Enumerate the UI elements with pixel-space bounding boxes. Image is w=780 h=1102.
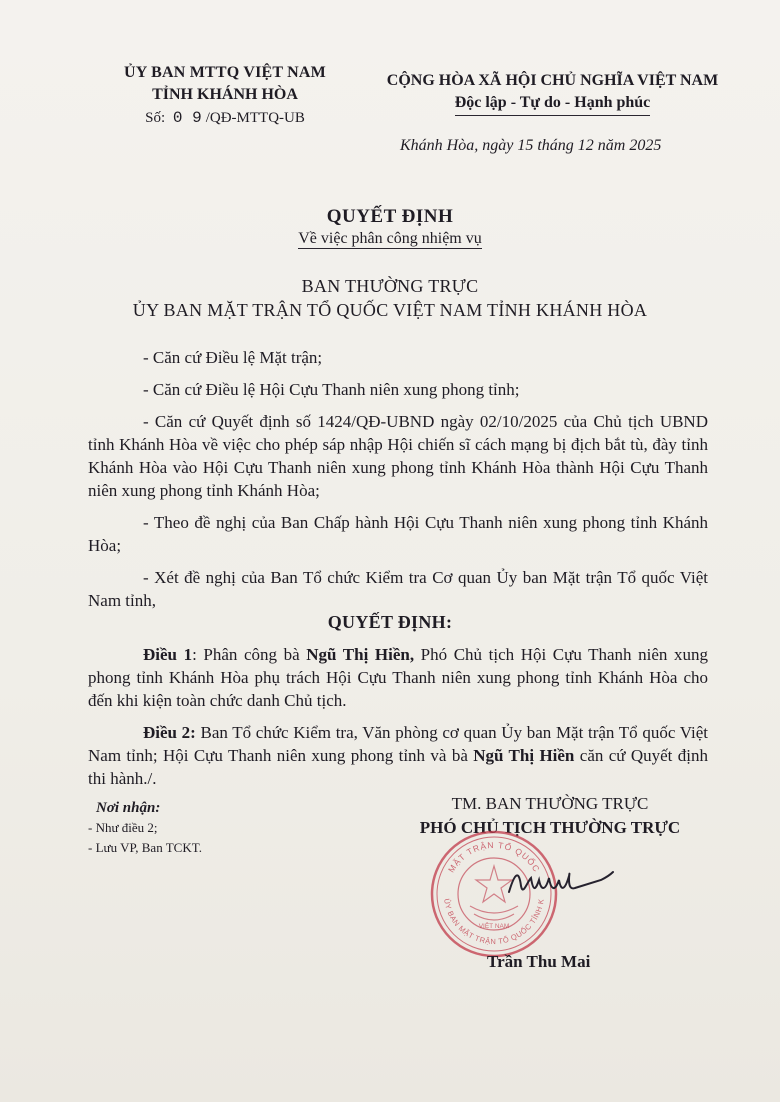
legal-bases — [88, 346, 708, 612]
handwritten-signature — [505, 862, 615, 902]
doc-number-value: 0 9 — [172, 109, 202, 127]
place-date: Khánh Hòa, ngày 15 tháng 12 năm 2025 — [400, 137, 662, 154]
issuer-line1: BAN THƯỜNG TRỰC — [301, 276, 479, 296]
seal-text-top: MẶT TRẬN TỔ QUỐC — [446, 839, 542, 875]
org-name-line1: ỦY BAN MTTQ VIỆT NAM — [124, 64, 326, 81]
doc-number-prefix: Số: — [145, 110, 166, 126]
signer-name: Trần Thu Mai — [487, 952, 591, 971]
article-2-label: Điều 2: — [143, 723, 196, 742]
article-1-text: : Phân công bà — [192, 645, 307, 664]
article-1 — [88, 643, 708, 712]
issuer-line2: ỦY BAN MẶT TRẬN TỔ QUỐC VIỆT NAM TỈNH KHÁNH HÒA — [132, 300, 648, 320]
issuing-org-block — [95, 62, 355, 130]
document-type: QUYẾT ĐỊNH — [326, 206, 454, 227]
recipients-block — [88, 798, 202, 858]
doc-number-suffix: /QĐ-MTTQ-UB — [205, 110, 305, 126]
article-2 — [88, 721, 708, 790]
national-motto: Độc lập - Tự do - Hạnh phúc — [455, 92, 651, 116]
decision-heading: QUYẾT ĐỊNH: — [327, 612, 453, 632]
article-1-label: Điều 1 — [143, 645, 193, 664]
recipients-heading: Nơi nhận: — [96, 800, 161, 816]
article-1-name: Ngũ Thị Hiền, — [306, 645, 415, 664]
article-2-text: Ban Tổ chức Kiểm tra, Văn phòng cơ quan Ủy ban Mặt trận Tổ quốc Việt Nam tỉnh; Hội Cựu Thanh niên xung phong tỉnh và bà — [88, 723, 708, 765]
basis-item: - Xét đề nghị của Ban Tổ chức Kiểm tra Cơ quan Ủy ban Mặt trận Tổ quốc Việt Nam tỉnh, — [88, 568, 708, 610]
subject-text: Về việc phân công nhiệm vụ — [298, 230, 482, 247]
seal-text-bottom: ỦY BAN MẶT TRẬN TỔ QUỐC TỈNH K — [442, 897, 546, 947]
basis-item: - Căn cứ Quyết định số 1424/QĐ-UBND ngày 02/10/2025 của Chủ tịch UBND tỉnh Khánh Hòa về việc cho phép sáp nhập Hội chiến sĩ cách mạng bị địch bắt tù, đày tỉnh Khánh Hòa vào Hội Cựu Thanh niên xung phong tỉnh Khánh Hòa thành Hội Cựu Thanh niên xung phong tỉnh Khánh Hòa; — [88, 412, 708, 500]
basis-item: - Theo đề nghị của Ban Chấp hành Hội Cựu Thanh niên xung phong tỉnh Khánh Hòa; — [88, 513, 708, 555]
nation-name: CỘNG HÒA XÃ HỘI CHỦ NGHĨA VIỆT NAM — [386, 72, 719, 89]
article-2-name: Ngũ Thị Hiền — [473, 746, 575, 765]
org-name-line2: TỈNH KHÁNH HÒA — [152, 86, 298, 103]
national-heading — [380, 70, 725, 116]
document-number — [95, 106, 355, 130]
basis-item: - Căn cứ Điều lệ Hội Cựu Thanh niên xung phong tỉnh; — [143, 380, 520, 399]
signer-position: PHÓ CHỦ TỊCH THƯỜNG TRỰC — [419, 818, 681, 837]
recipient-item: - Lưu VP, Ban TCKT. — [88, 840, 202, 855]
seal-center-text: VIỆT NAM — [478, 923, 510, 930]
basis-item: - Căn cứ Điều lệ Mặt trận; — [143, 348, 323, 367]
article-1-text: Phó Chủ tịch Hội Cựu Thanh niên xung phong tỉnh Khánh Hòa phụ trách Hội Cựu Thanh niên xung phong tỉnh Khánh Hòa cho đến khi kiện toàn chức danh Chủ tịch. — [88, 645, 708, 710]
articles — [88, 643, 708, 790]
recipient-item: - Như điều 2; — [88, 820, 158, 835]
on-behalf-label: TM. BAN THƯỜNG TRỰC — [451, 794, 649, 813]
svg-text:ỦY BAN MẶT TRẬN TỔ QUỐC TỈNH K — [442, 898, 546, 946]
document-subject — [0, 230, 780, 248]
article-2-text: căn cứ Quyết định thi hành./. — [88, 746, 709, 788]
